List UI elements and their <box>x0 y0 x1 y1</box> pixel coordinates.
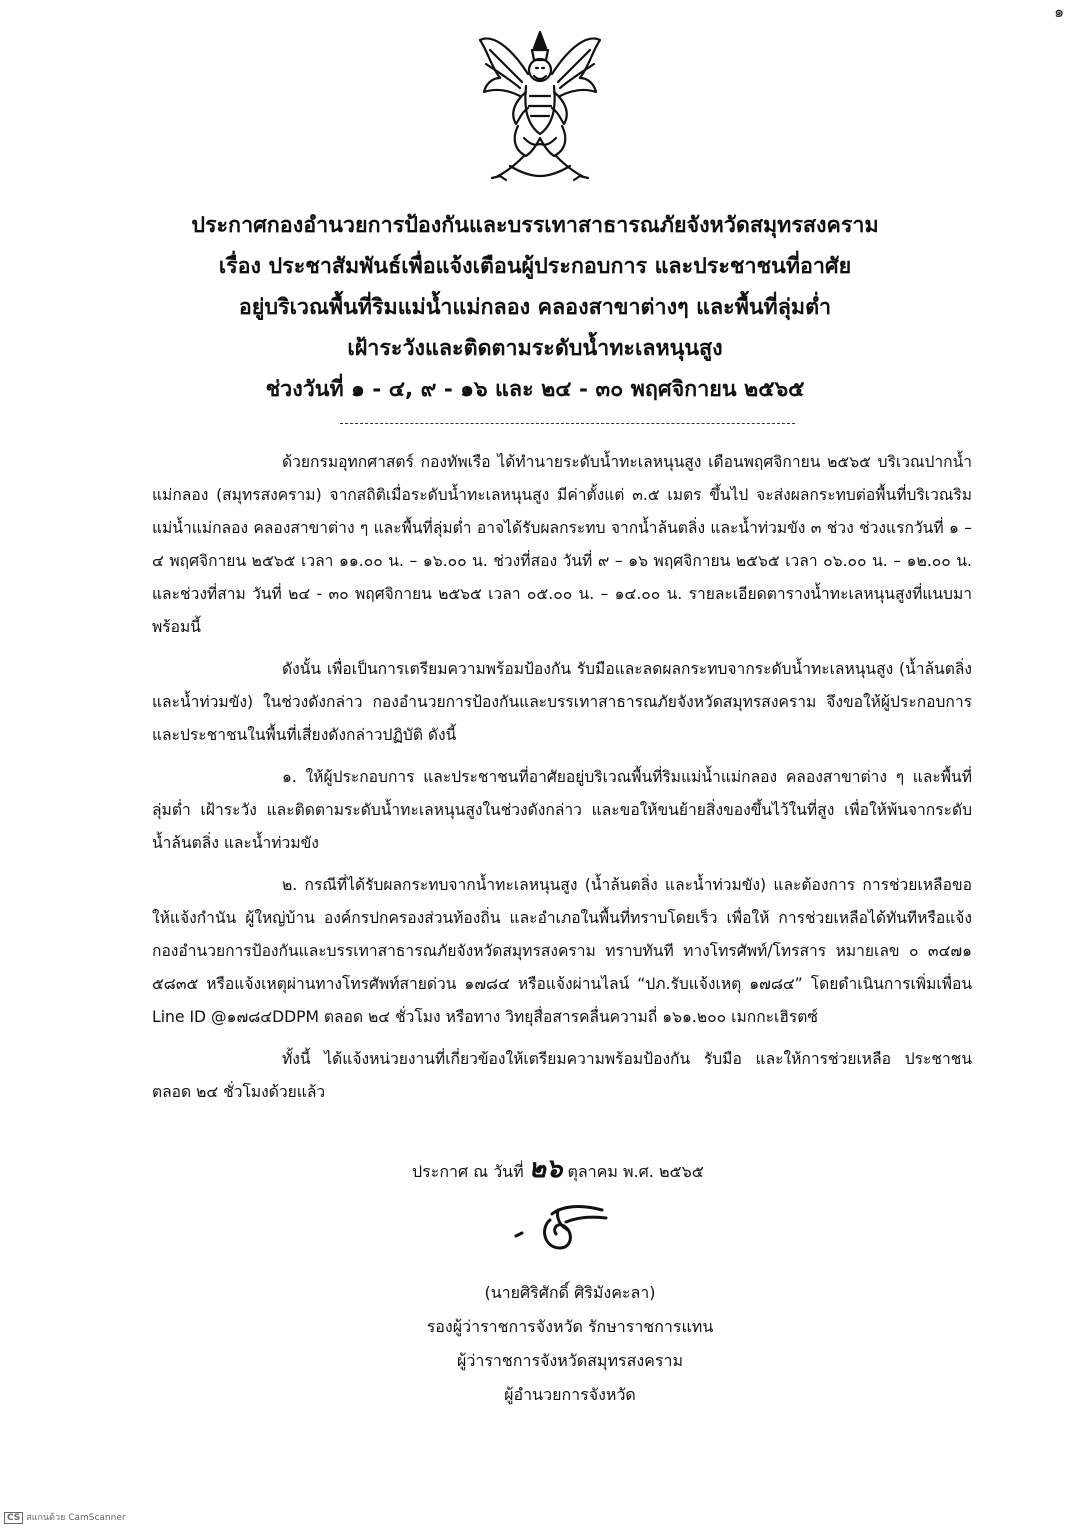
signer-position-1: รองผู้ว่าราชการจังหวัด รักษาราชการแทน <box>426 1317 714 1336</box>
announcement-date <box>412 1148 704 1189</box>
handwritten-signature <box>510 1192 620 1262</box>
header-subject-line3: อยู่บริเวณพื้นที่ริมแม่น้ำแม่กลอง คลองสาขาต่างๆ และพื้นที่ลุ่มต่ำ <box>238 295 832 320</box>
signer-position-2: ผู้ว่าราชการจังหวัดสมุทรสงคราม <box>456 1351 683 1370</box>
signer-block <box>400 1276 740 1412</box>
camscanner-logo-icon: CS <box>4 1512 23 1524</box>
announcement-body <box>152 446 972 1118</box>
announcement-date-suffix: ตุลาคม พ.ศ. ๒๕๖๕ <box>567 1162 704 1181</box>
body-paragraph-closing: ทั้งนี้ ได้แจ้งหน่วยงานที่เกี่ยวข้องให้เตรียมความพร้อมป้องกัน รับมือ และให้การช่วยเหลือ ประชาชน ตลอด ๒๔ ชั่วโมงด้วยแล้ว <box>152 1050 972 1101</box>
signer-name: (นายศิริศักดิ์ ศิริมังคะลา) <box>484 1283 656 1302</box>
signer-position-3: ผู้อำนวยการจังหวัด <box>504 1385 636 1404</box>
body-paragraph-1: ด้วยกรมอุทกศาสตร์ กองทัพเรือ ได้ทำนายระดับน้ำทะเลหนุนสูง เดือนพฤศจิกายน ๒๕๖๕ บริเวณปากน้ำแม่กลอง (สมุทรสงคราม) จากสถิติเมื่อระดับน้ำทะเลหนุนสูง มีค่าตั้งแต่ ๓.๕ เมตร ขึ้นไป จะส่งผลกระทบต่อพื้นที่บริเวณริมแม่น้ำแม่กลอง คลองสาขาต่าง ๆ และพื้นที่ลุ่มต่ำ อาจได้รับผลกระทบ จากน้ำล้นตลิ่ง และน้ำท่วมขัง ๓ ช่วง ช่วงแรกวันที่ ๑ – ๔ พฤศจิกายน ๒๕๖๕ เวลา ๑๑.๐๐ น. – ๑๖.๐๐ น. ช่วงที่สอง วันที่ ๙ – ๑๖ พฤศจิกายน ๒๕๖๕ เวลา ๐๖.๐๐ น. – ๑๒.๐๐ น. และช่วงที่สาม วันที่ ๒๔ - ๓๐ พฤศจิกายน ๒๕๖๕ เวลา ๐๕.๐๐ น. – ๑๔.๐๐ น. รายละเอียดตารางน้ำทะเลหนุนสูงที่แนบมาพร้อมนี้ <box>152 453 972 636</box>
body-paragraph-item-1: ๑. ให้ผู้ประกอบการ และประชาชนที่อาศัยอยู่บริเวณพื้นที่ริมแม่น้ำแม่กลอง คลองสาขาต่าง ๆ และพื้นที่ลุ่มต่ำ เฝ้าระวัง และติดตามระดับน้ำทะเลหนุนสูงในช่วงดังกล่าว และขอให้ขนย้ายสิ่งของขึ้นไว้ในที่สูง เพื่อให้พ้นจากระดับน้ำล้นตลิ่ง และน้ำท่วมขัง <box>152 768 972 852</box>
header-date-range: ช่วงวันที่ ๑ - ๔, ๙ - ๑๖ และ ๒๔ - ๓๐ พฤศจิกายน ๒๕๖๕ <box>265 377 805 402</box>
scanner-watermark-text: สแกนด้วย CamScanner <box>26 1513 126 1523</box>
page-corner-mark: ๑ <box>1054 2 1065 21</box>
scanner-watermark <box>4 1510 126 1524</box>
header-title: ประกาศกองอำนวยการป้องกันและบรรเทาสาธารณภัยจังหวัดสมุทรสงคราม <box>191 213 879 238</box>
announcement-header <box>140 205 930 410</box>
garuda-emblem-icon <box>470 26 610 191</box>
header-subject: เรื่อง ประชาสัมพันธ์เพื่อแจ้งเตือนผู้ประกอบการ และประชาชนที่อาศัย <box>218 254 852 279</box>
body-paragraph-2: ดังนั้น เพื่อเป็นการเตรียมความพร้อมป้องกัน รับมือและลดผลกระทบจากระดับน้ำทะเลหนุนสูง (น้ำล้นตลิ่ง และน้ำท่วมขัง) ในช่วงดังกล่าว กองอำนวยการป้องกันและบรรเทาสาธารณภัยจังหวัดสมุทรสงคราม จึงขอให้ผู้ประกอบการ และประชาชนในพื้นที่เสี่ยงดังกล่าวปฏิบัติ ดังนี้ <box>152 660 972 744</box>
body-paragraph-item-2: ๒. กรณีที่ได้รับผลกระทบจากน้ำทะเลหนุนสูง (น้ำล้นตลิ่ง และน้ำท่วมขัง) และต้องการ การช่วยเหลือขอให้แจ้งกำนัน ผู้ใหญ่บ้าน องค์กรปกครองส่วนท้องถิ่น และอำเภอในพื้นที่ทราบโดยเร็ว เพื่อให้ การช่วยเหลือได้ทันทีหรือแจ้งกองอำนวยการป้องกันและบรรเทาสาธารณภัยจังหวัดสมุทรสงคราม ทราบทันที ทางโทรศัพท์/โทรสาร หมายเลข ๐ ๓๔๗๑ ๕๘๓๕ หรือแจ้งเหตุผ่านทางโทรศัพท์สายด่วน ๑๗๘๔ หรือแจ้งผ่านไลน์ “ปภ.รับแจ้งเหตุ ๑๗๘๔” โดยดำเนินการเพิ่มเพื่อน Line ID @๑๗๘๔DDPM ตลอด ๒๔ ชั่วโมง หรือทาง วิทยุสื่อสารคลื่นความถี่ ๑๖๑.๒๐๐ เมกกะเฮิรตซ์ <box>152 876 972 1026</box>
header-divider <box>340 423 795 424</box>
header-subject-line4: เฝ้าระวังและติดตามระดับน้ำทะเลหนุนสูง <box>347 336 723 361</box>
announcement-date-prefix: ประกาศ ณ วันที่ <box>412 1162 524 1181</box>
announcement-date-day: ๒๖ <box>528 1154 563 1184</box>
